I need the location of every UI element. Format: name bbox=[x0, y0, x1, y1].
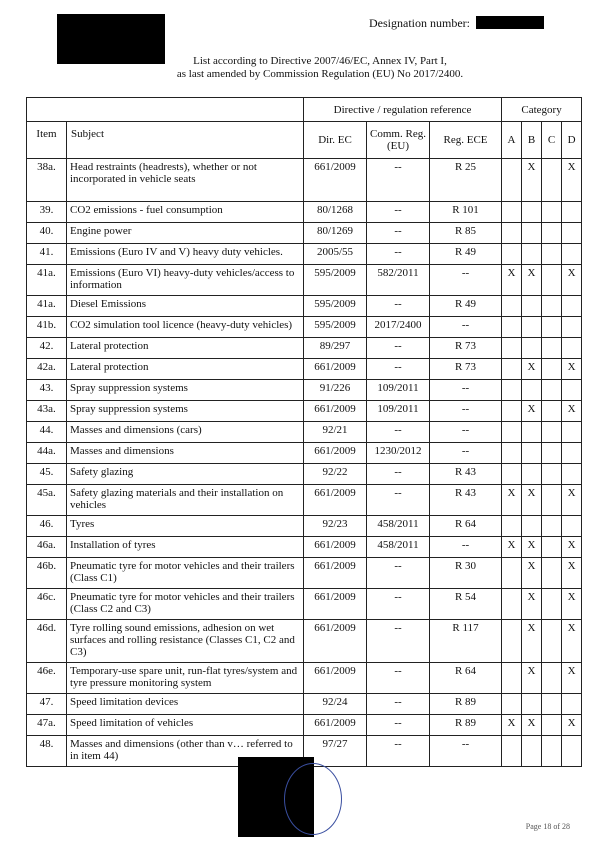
cell-item: 44. bbox=[27, 422, 67, 443]
cell-cat-a bbox=[502, 443, 522, 464]
cell-reg-ece: R 49 bbox=[430, 296, 502, 317]
cell-subject: Spray suppression systems bbox=[67, 401, 304, 422]
cell-cat-d: X bbox=[562, 558, 582, 589]
cell-cat-a bbox=[502, 317, 522, 338]
table-row bbox=[27, 422, 582, 443]
cell-comm-reg: 2017/2400 bbox=[367, 317, 430, 338]
cell-reg-ece: R 43 bbox=[430, 485, 502, 516]
table-row bbox=[27, 558, 582, 589]
cell-comm-reg: -- bbox=[367, 202, 430, 223]
cell-subject: Masses and dimensions (cars) bbox=[67, 422, 304, 443]
cell-cat-c bbox=[542, 485, 562, 516]
cell-reg-ece: -- bbox=[430, 265, 502, 296]
cell-dir-ec: 97/27 bbox=[304, 736, 367, 767]
table-row bbox=[27, 537, 582, 558]
table-row bbox=[27, 223, 582, 244]
cell-cat-a: X bbox=[502, 715, 522, 736]
cell-cat-d: X bbox=[562, 485, 582, 516]
cell-cat-c bbox=[542, 537, 562, 558]
cell-dir-ec: 92/21 bbox=[304, 422, 367, 443]
cell-subject: Tyres bbox=[67, 516, 304, 537]
cell-subject: Installation of tyres bbox=[67, 537, 304, 558]
cell-cat-c bbox=[542, 317, 562, 338]
list-title-line1: List according to Directive 2007/46/EC, Annex IV, Part I, bbox=[193, 55, 447, 67]
cell-cat-d: X bbox=[562, 401, 582, 422]
cell-reg-ece: R 49 bbox=[430, 244, 502, 265]
cell-cat-d bbox=[562, 422, 582, 443]
cell-subject: Diesel Emissions bbox=[67, 296, 304, 317]
table-row bbox=[27, 202, 582, 223]
cell-reg-ece: R 64 bbox=[430, 663, 502, 694]
list-title-line2: as last amended by Commission Regulation (EU) No 2017/2400. bbox=[176, 68, 464, 80]
cell-cat-c bbox=[542, 464, 562, 485]
cell-item: 43. bbox=[27, 380, 67, 401]
cell-reg-ece: R 73 bbox=[430, 359, 502, 380]
cell-cat-d bbox=[562, 694, 582, 715]
cell-dir-ec: 661/2009 bbox=[304, 537, 367, 558]
cell-item: 47a. bbox=[27, 715, 67, 736]
designation-label: Designation number: bbox=[369, 16, 470, 30]
col-header-cat-b: B bbox=[522, 122, 542, 159]
cell-reg-ece: R 64 bbox=[430, 516, 502, 537]
cell-item: 46c. bbox=[27, 589, 67, 620]
blank-header-cell bbox=[27, 98, 304, 122]
cell-item: 48. bbox=[27, 736, 67, 767]
table-row bbox=[27, 338, 582, 359]
cell-comm-reg: 458/2011 bbox=[367, 516, 430, 537]
cell-cat-a bbox=[502, 422, 522, 443]
cell-cat-b bbox=[522, 338, 542, 359]
cell-cat-b: X bbox=[522, 663, 542, 694]
table-row bbox=[27, 244, 582, 265]
cell-cat-c bbox=[542, 296, 562, 317]
cell-cat-d bbox=[562, 464, 582, 485]
cell-comm-reg: -- bbox=[367, 485, 430, 516]
cell-comm-reg: -- bbox=[367, 620, 430, 663]
cell-cat-d: X bbox=[562, 159, 582, 202]
table-row bbox=[27, 317, 582, 338]
cell-subject: Emissions (Euro IV and V) heavy duty vehicles. bbox=[67, 244, 304, 265]
cell-dir-ec: 661/2009 bbox=[304, 359, 367, 380]
cell-cat-d: X bbox=[562, 620, 582, 663]
cell-item: 47. bbox=[27, 694, 67, 715]
cell-comm-reg: 1230/2012 bbox=[367, 443, 430, 464]
cell-cat-d bbox=[562, 338, 582, 359]
cell-item: 41. bbox=[27, 244, 67, 265]
cell-reg-ece: R 85 bbox=[430, 223, 502, 244]
cell-dir-ec: 80/1268 bbox=[304, 202, 367, 223]
cell-cat-c bbox=[542, 736, 562, 767]
cell-comm-reg: -- bbox=[367, 244, 430, 265]
col-header-cat-d: D bbox=[562, 122, 582, 159]
cell-dir-ec: 92/22 bbox=[304, 464, 367, 485]
cell-cat-b bbox=[522, 694, 542, 715]
cell-cat-a bbox=[502, 296, 522, 317]
cell-item: 43a. bbox=[27, 401, 67, 422]
cell-cat-c bbox=[542, 663, 562, 694]
cell-cat-c bbox=[542, 694, 562, 715]
cell-cat-a bbox=[502, 558, 522, 589]
cell-cat-b: X bbox=[522, 159, 542, 202]
cell-item: 41a. bbox=[27, 265, 67, 296]
col-header-cat-c: C bbox=[542, 122, 562, 159]
cell-cat-c bbox=[542, 589, 562, 620]
table-row bbox=[27, 265, 582, 296]
cell-reg-ece: R 73 bbox=[430, 338, 502, 359]
cell-comm-reg: 109/2011 bbox=[367, 401, 430, 422]
cell-reg-ece: R 117 bbox=[430, 620, 502, 663]
cell-comm-reg: -- bbox=[367, 663, 430, 694]
cell-dir-ec: 595/2009 bbox=[304, 317, 367, 338]
cell-dir-ec: 661/2009 bbox=[304, 589, 367, 620]
cell-item: 46e. bbox=[27, 663, 67, 694]
cell-item: 46a. bbox=[27, 537, 67, 558]
cell-reg-ece: R 89 bbox=[430, 694, 502, 715]
cell-cat-b bbox=[522, 296, 542, 317]
cell-cat-a bbox=[502, 244, 522, 265]
cell-subject: Head restraints (headrests), whether or not incorporated in vehicle seats bbox=[67, 159, 304, 202]
cell-item: 39. bbox=[27, 202, 67, 223]
cell-dir-ec: 2005/55 bbox=[304, 244, 367, 265]
cell-item: 46d. bbox=[27, 620, 67, 663]
cell-comm-reg: -- bbox=[367, 558, 430, 589]
cell-cat-b bbox=[522, 380, 542, 401]
cell-cat-b bbox=[522, 464, 542, 485]
cell-cat-b bbox=[522, 736, 542, 767]
cell-dir-ec: 661/2009 bbox=[304, 620, 367, 663]
cell-cat-a bbox=[502, 516, 522, 537]
cell-comm-reg: 458/2011 bbox=[367, 537, 430, 558]
cell-cat-d: X bbox=[562, 663, 582, 694]
cell-cat-d bbox=[562, 516, 582, 537]
cell-item: 46. bbox=[27, 516, 67, 537]
designation-line bbox=[369, 16, 544, 31]
cell-subject: Spray suppression systems bbox=[67, 380, 304, 401]
cell-cat-c bbox=[542, 620, 562, 663]
table-row bbox=[27, 589, 582, 620]
cell-cat-c bbox=[542, 359, 562, 380]
cell-cat-a bbox=[502, 663, 522, 694]
table-row bbox=[27, 359, 582, 380]
cell-cat-c bbox=[542, 338, 562, 359]
cell-comm-reg: -- bbox=[367, 589, 430, 620]
cell-cat-d: X bbox=[562, 359, 582, 380]
cell-cat-a bbox=[502, 736, 522, 767]
cell-item: 38a. bbox=[27, 159, 67, 202]
cell-dir-ec: 92/23 bbox=[304, 516, 367, 537]
cell-cat-a bbox=[502, 159, 522, 202]
cell-subject: Tyre rolling sound emissions, adhesion on wet surfaces and rolling resistance (Classes C1, C2 and C3) bbox=[67, 620, 304, 663]
cell-comm-reg: -- bbox=[367, 338, 430, 359]
stamp-outline bbox=[284, 763, 342, 835]
cell-reg-ece: R 30 bbox=[430, 558, 502, 589]
cell-item: 41a. bbox=[27, 296, 67, 317]
cell-cat-d bbox=[562, 736, 582, 767]
cell-comm-reg: -- bbox=[367, 694, 430, 715]
cell-cat-b bbox=[522, 244, 542, 265]
cell-cat-d bbox=[562, 380, 582, 401]
cell-cat-c bbox=[542, 422, 562, 443]
table-row bbox=[27, 443, 582, 464]
cell-subject: Pneumatic tyre for motor vehicles and their trailers (Class C1) bbox=[67, 558, 304, 589]
redacted-designation-number bbox=[476, 16, 544, 29]
table-row bbox=[27, 464, 582, 485]
cell-reg-ece: -- bbox=[430, 443, 502, 464]
cell-item: 45a. bbox=[27, 485, 67, 516]
cell-reg-ece: R 43 bbox=[430, 464, 502, 485]
cell-reg-ece: R 54 bbox=[430, 589, 502, 620]
cell-item: 41b. bbox=[27, 317, 67, 338]
table-row bbox=[27, 296, 582, 317]
cell-cat-b bbox=[522, 317, 542, 338]
cell-cat-c bbox=[542, 159, 562, 202]
cell-cat-a bbox=[502, 464, 522, 485]
cell-cat-d bbox=[562, 244, 582, 265]
cell-cat-a bbox=[502, 223, 522, 244]
cell-cat-a bbox=[502, 380, 522, 401]
cell-reg-ece: -- bbox=[430, 401, 502, 422]
cell-cat-b bbox=[522, 443, 542, 464]
cell-cat-b: X bbox=[522, 401, 542, 422]
cell-subject: Masses and dimensions bbox=[67, 443, 304, 464]
cell-subject: Lateral protection bbox=[67, 359, 304, 380]
cell-comm-reg: -- bbox=[367, 422, 430, 443]
cell-reg-ece: -- bbox=[430, 736, 502, 767]
reference-group-header: Directive / regulation reference bbox=[304, 98, 502, 122]
cell-cat-a: X bbox=[502, 265, 522, 296]
cell-subject: Speed limitation of vehicles bbox=[67, 715, 304, 736]
cell-cat-b: X bbox=[522, 620, 542, 663]
table-row bbox=[27, 663, 582, 694]
cell-cat-b bbox=[522, 422, 542, 443]
cell-cat-b: X bbox=[522, 537, 542, 558]
cell-reg-ece: -- bbox=[430, 422, 502, 443]
cell-cat-a bbox=[502, 401, 522, 422]
cell-cat-b bbox=[522, 202, 542, 223]
cell-subject: CO2 emissions - fuel consumption bbox=[67, 202, 304, 223]
cell-dir-ec: 89/297 bbox=[304, 338, 367, 359]
cell-cat-c bbox=[542, 516, 562, 537]
cell-reg-ece: R 101 bbox=[430, 202, 502, 223]
cell-cat-c bbox=[542, 558, 562, 589]
cell-reg-ece: -- bbox=[430, 380, 502, 401]
cell-cat-d bbox=[562, 317, 582, 338]
cell-dir-ec: 661/2009 bbox=[304, 663, 367, 694]
cell-cat-a bbox=[502, 589, 522, 620]
cell-item: 46b. bbox=[27, 558, 67, 589]
cell-cat-d bbox=[562, 202, 582, 223]
cell-dir-ec: 661/2009 bbox=[304, 715, 367, 736]
cell-dir-ec: 595/2009 bbox=[304, 296, 367, 317]
cell-subject: Masses and dimensions (other than v… referred to in item 44) bbox=[67, 736, 304, 767]
cell-cat-a bbox=[502, 620, 522, 663]
cell-dir-ec: 661/2009 bbox=[304, 558, 367, 589]
table-row bbox=[27, 485, 582, 516]
col-header-subject: Subject bbox=[67, 122, 304, 159]
page-number: Page 18 of 28 bbox=[525, 822, 570, 831]
cell-subject: Safety glazing materials and their installation on vehicles bbox=[67, 485, 304, 516]
cell-comm-reg: -- bbox=[367, 296, 430, 317]
cell-cat-a bbox=[502, 202, 522, 223]
table-row bbox=[27, 715, 582, 736]
cell-cat-d bbox=[562, 223, 582, 244]
cell-cat-a bbox=[502, 359, 522, 380]
cell-comm-reg: -- bbox=[367, 223, 430, 244]
cell-subject: Engine power bbox=[67, 223, 304, 244]
col-header-item: Item bbox=[27, 122, 67, 159]
cell-subject: Safety glazing bbox=[67, 464, 304, 485]
cell-dir-ec: 661/2009 bbox=[304, 485, 367, 516]
cell-comm-reg: 582/2011 bbox=[367, 265, 430, 296]
cell-reg-ece: R 25 bbox=[430, 159, 502, 202]
cell-cat-d: X bbox=[562, 589, 582, 620]
table-row bbox=[27, 159, 582, 202]
cell-cat-d bbox=[562, 443, 582, 464]
cell-subject: Emissions (Euro VI) heavy-duty vehicles/access to information bbox=[67, 265, 304, 296]
cell-dir-ec: 595/2009 bbox=[304, 265, 367, 296]
cell-cat-b: X bbox=[522, 359, 542, 380]
cell-item: 44a. bbox=[27, 443, 67, 464]
cell-comm-reg: 109/2011 bbox=[367, 380, 430, 401]
cell-dir-ec: 92/24 bbox=[304, 694, 367, 715]
cell-cat-d: X bbox=[562, 537, 582, 558]
cell-cat-a: X bbox=[502, 537, 522, 558]
cell-cat-c bbox=[542, 244, 562, 265]
cell-comm-reg: -- bbox=[367, 359, 430, 380]
cell-cat-c bbox=[542, 401, 562, 422]
cell-cat-b: X bbox=[522, 558, 542, 589]
cell-item: 42. bbox=[27, 338, 67, 359]
cell-item: 40. bbox=[27, 223, 67, 244]
cell-comm-reg: -- bbox=[367, 159, 430, 202]
table-row bbox=[27, 380, 582, 401]
cell-subject: Lateral protection bbox=[67, 338, 304, 359]
cell-dir-ec: 661/2009 bbox=[304, 443, 367, 464]
cell-dir-ec: 91/226 bbox=[304, 380, 367, 401]
table-row bbox=[27, 516, 582, 537]
cell-cat-d: X bbox=[562, 715, 582, 736]
cell-item: 45. bbox=[27, 464, 67, 485]
cell-comm-reg: -- bbox=[367, 715, 430, 736]
category-group-header: Category bbox=[502, 98, 582, 122]
table-row bbox=[27, 401, 582, 422]
cell-cat-c bbox=[542, 223, 562, 244]
col-header-comm-reg: Comm. Reg. (EU) bbox=[367, 122, 430, 159]
cell-reg-ece: R 89 bbox=[430, 715, 502, 736]
regulation-table bbox=[26, 97, 582, 767]
table-row bbox=[27, 620, 582, 663]
cell-cat-b: X bbox=[522, 589, 542, 620]
cell-reg-ece: -- bbox=[430, 537, 502, 558]
cell-cat-d: X bbox=[562, 265, 582, 296]
cell-item: 42a. bbox=[27, 359, 67, 380]
col-header-dir-ec: Dir. EC bbox=[304, 122, 367, 159]
cell-cat-b bbox=[522, 223, 542, 244]
cell-comm-reg: -- bbox=[367, 736, 430, 767]
cell-subject: Temporary-use spare unit, run-flat tyres/system and tyre pressure monitoring system bbox=[67, 663, 304, 694]
cell-comm-reg: -- bbox=[367, 464, 430, 485]
cell-cat-b: X bbox=[522, 715, 542, 736]
cell-cat-c bbox=[542, 202, 562, 223]
cell-reg-ece: -- bbox=[430, 317, 502, 338]
cell-cat-d bbox=[562, 296, 582, 317]
cell-cat-b: X bbox=[522, 265, 542, 296]
cell-subject: CO2 simulation tool licence (heavy-duty vehicles) bbox=[67, 317, 304, 338]
cell-cat-c bbox=[542, 715, 562, 736]
cell-cat-c bbox=[542, 380, 562, 401]
cell-cat-b bbox=[522, 516, 542, 537]
cell-dir-ec: 80/1269 bbox=[304, 223, 367, 244]
table-row bbox=[27, 694, 582, 715]
cell-dir-ec: 661/2009 bbox=[304, 401, 367, 422]
cell-dir-ec: 661/2009 bbox=[304, 159, 367, 202]
cell-cat-b: X bbox=[522, 485, 542, 516]
cell-cat-a: X bbox=[502, 485, 522, 516]
col-header-reg-ece: Reg. ECE bbox=[430, 122, 502, 159]
cell-subject: Speed limitation devices bbox=[67, 694, 304, 715]
cell-cat-c bbox=[542, 265, 562, 296]
cell-cat-c bbox=[542, 443, 562, 464]
cell-cat-a bbox=[502, 694, 522, 715]
col-header-cat-a: A bbox=[502, 122, 522, 159]
cell-cat-a bbox=[502, 338, 522, 359]
cell-subject: Pneumatic tyre for motor vehicles and their trailers (Class C2 and C3) bbox=[67, 589, 304, 620]
